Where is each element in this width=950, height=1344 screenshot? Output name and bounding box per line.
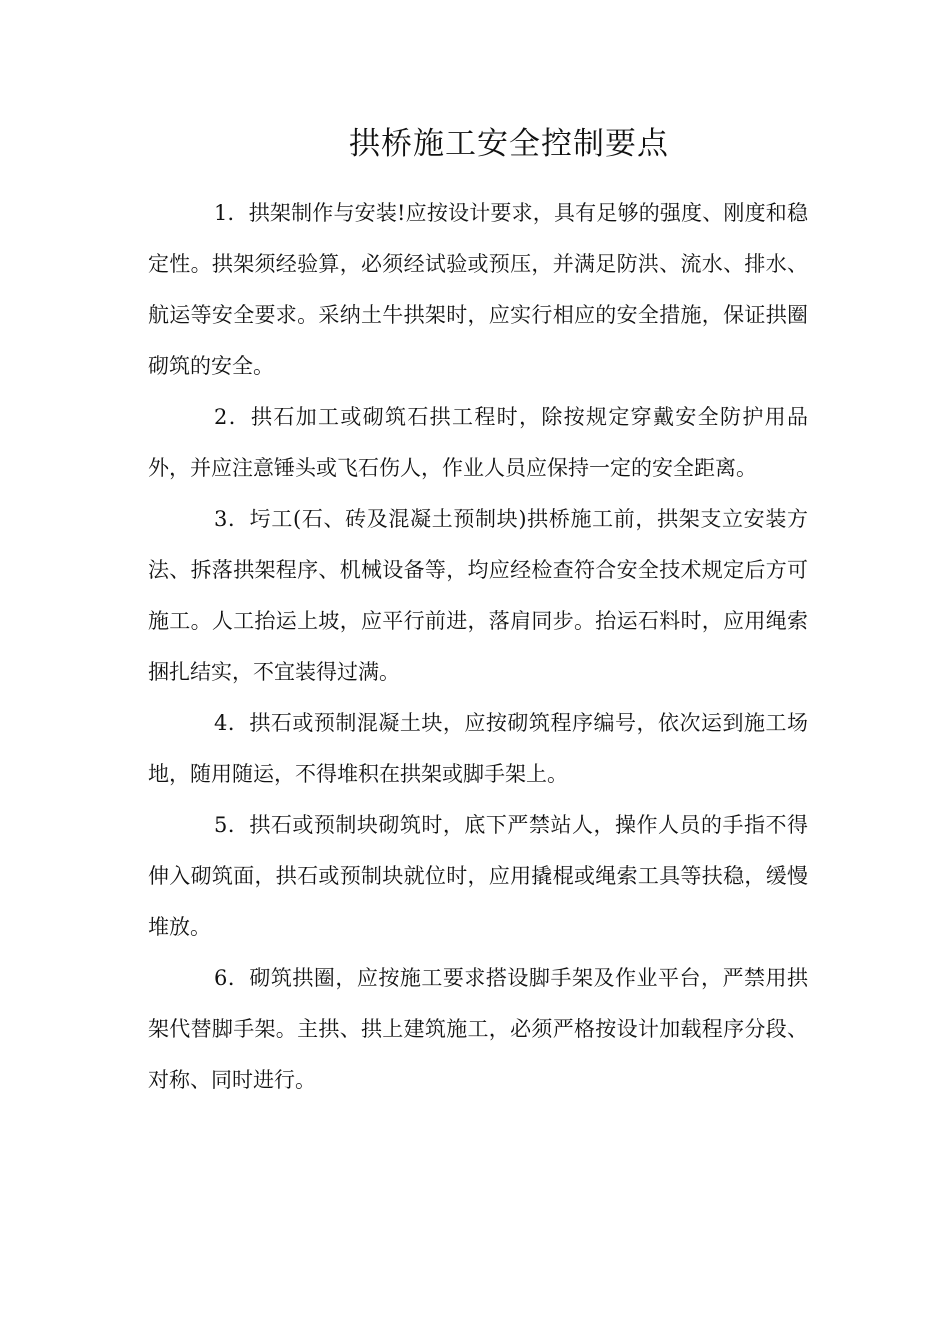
paragraph-text: 拱石或预制混凝土块，应按砌筑程序编号，依次运到施工场地，随用随运，不得堆积在拱架或脚手架上。 bbox=[148, 711, 808, 786]
paragraph-number: 6． bbox=[214, 966, 250, 990]
document-body bbox=[148, 188, 808, 1106]
paragraph-number: 1． bbox=[214, 201, 249, 225]
document-title: 拱桥施工安全控制要点 bbox=[349, 126, 669, 162]
paragraph-number: 3． bbox=[214, 507, 250, 531]
paragraph-text: 砌筑拱圈，应按施工要求搭设脚手架及作业平台，严禁用拱架代替脚手架。主拱、拱上建筑施工，必须严格按设计加载程序分段、对称、同时进行。 bbox=[148, 966, 808, 1092]
paragraph-5 bbox=[148, 800, 808, 953]
paragraph-number: 5． bbox=[214, 813, 250, 837]
paragraph-number: 4． bbox=[214, 711, 250, 735]
paragraph-1 bbox=[148, 188, 808, 392]
paragraph-text: 拱架制作与安装!应按设计要求，具有足够的强度、刚度和稳定性。拱架须经验算，必须经试验或预压，并满足防洪、流水、排水、航运等安全要求。采纳土牛拱架时，应实行相应的安全措施，保证拱圈砌筑的安全。 bbox=[148, 201, 808, 378]
paragraph-text: 圬工(石、砖及混凝土预制块)拱桥施工前，拱架支立安装方法、拆落拱架程序、机械设备等，均应经检查符合安全技术规定后方可施工。人工抬运上坡，应平行前进，落肩同步。抬运石料时，应用绳索捆扎结实，不宜装得过满。 bbox=[148, 507, 808, 684]
paragraph-number: 2． bbox=[214, 405, 252, 429]
paragraph-2 bbox=[148, 392, 808, 494]
paragraph-6 bbox=[148, 953, 808, 1106]
paragraph-4 bbox=[148, 698, 808, 800]
paragraph-text: 拱石或预制块砌筑时，底下严禁站人，操作人员的手指不得伸入砌筑面，拱石或预制块就位时，应用撬棍或绳索工具等扶稳，缓慢堆放。 bbox=[148, 813, 808, 939]
paragraph-text: 拱石加工或砌筑石拱工程时，除按规定穿戴安全防护用品外，并应注意锤头或飞石伤人，作业人员应保持一定的安全距离。 bbox=[148, 405, 808, 480]
paragraph-3 bbox=[148, 494, 808, 698]
